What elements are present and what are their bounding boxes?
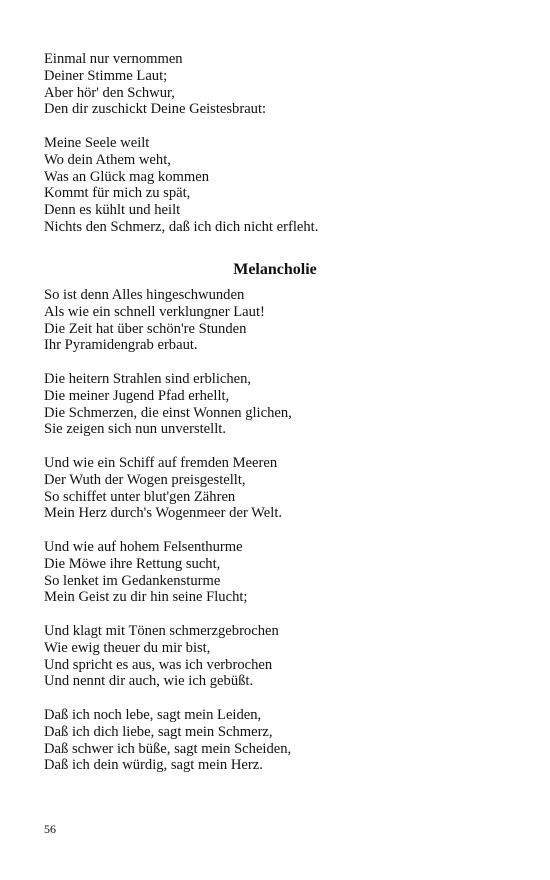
verse-line: So lenket im Gedankensturme [44,572,221,589]
verse-line: Der Wuth der Wogen preisgestellt, [44,471,246,488]
verse-line: Denn es kühlt und heilt [44,202,181,219]
verse-line: Die meiner Jugend Pfad erhellt, [44,387,230,404]
poem-stanza [44,707,514,774]
verse-line: Als wie ein schnell verklungner Laut! [44,303,265,320]
verse-line: Und spricht es aus, was ich verbrochen [44,656,273,673]
verse-line: Die Möwe ihre Rettung sucht, [44,555,221,572]
verse-line: Was an Glück mag kommen [44,168,209,185]
verse-line: Ihr Pyramidengrab erbaut. [44,337,198,354]
verse-line: Die Schmerzen, die einst Wonnen glichen, [44,404,292,421]
verse-line: Daß ich dich liebe, sagt mein Schmerz, [44,723,273,740]
verse-line: Mein Herz durch's Wogenmeer der Welt. [44,505,283,522]
verse-line: Den dir zuschickt Deine Geistesbraut: [44,101,267,118]
poem-stanza [44,455,514,522]
page-number: 56 [44,822,56,836]
verse-line: Und wie auf hohem Felsenthurme [44,539,243,555]
verse-line: Kommt für mich zu spät, [44,185,191,202]
verse-line: Mein Geist zu dir hin seine Flucht; [44,589,248,606]
poem-stanza [44,287,514,354]
verse-line: Meine Seele weilt [44,135,150,151]
verse-line: Deiner Stimme Laut; [44,67,168,84]
verse-line: Sie zeigen sich nun unverstellt. [44,421,226,438]
verse-line: Daß ich dein würdig, sagt mein Herz. [44,757,263,774]
verse-line: Und nennt dir auch, wie ich gebüßt. [44,673,254,690]
verse-line: Wie ewig theuer du mir bist, [44,639,211,656]
previous-poem-stanza [44,51,514,118]
verse-line: Daß ich noch lebe, sagt mein Leiden, [44,707,262,723]
verse-line: Daß schwer ich büße, sagt mein Scheiden, [44,740,292,757]
verse-line: Die heitern Strahlen sind erblichen, [44,371,252,387]
poem-stanza [44,371,514,438]
verse-line: Und klagt mit Tönen schmerzgebrochen [44,623,279,639]
poem-stanza [44,539,514,606]
verse-line: Wo dein Athem weht, [44,151,171,168]
poem-title: Melancholie [233,261,317,278]
verse-line: So schiffet unter blut'gen Zähren [44,488,236,505]
verse-line: Aber hör' den Schwur, [44,84,175,101]
verse-line: So ist denn Alles hingeschwunden [44,287,245,303]
poem-stanza [44,623,514,690]
verse-line: Einmal nur vernommen [44,51,183,67]
verse-line: Nichts den Schmerz, daß ich dich nicht erfleht. [44,218,319,235]
verse-line: Und wie ein Schiff auf fremden Meeren [44,455,278,471]
verse-line: Die Zeit hat über schön're Stunden [44,320,247,337]
previous-poem-stanza [44,135,514,236]
